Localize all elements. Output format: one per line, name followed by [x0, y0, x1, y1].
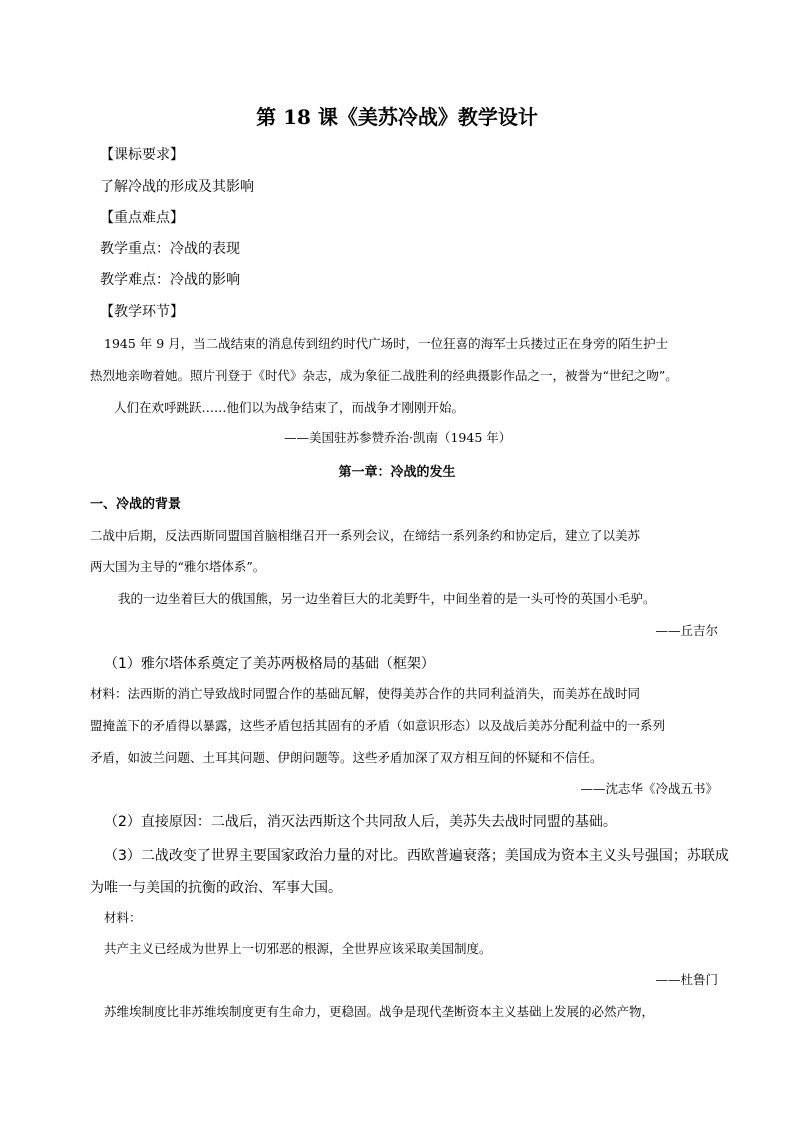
- soviet-quote: 苏维埃制度比非苏维埃制度更有生命力，更稳固。战争是现代垄断资本主义基础上发展的必然产物，: [104, 1004, 655, 1019]
- material-2-label: 材料：: [104, 910, 142, 925]
- document-title: 第 18 课《美苏冷战》教学设计: [256, 105, 538, 129]
- material-1-line: 材料：法西斯的消亡导致战时同盟合作的基础瓦解，使得美苏合作的共同利益消失，而美苏在战时同: [90, 686, 641, 701]
- churchill-quote-source: ——丘吉尔: [655, 623, 718, 638]
- point-3-line: （3）二战改变了世界主要国家政治力量的对比。西欧普遍衰落；美国成为资本主义头号强国；苏联成: [104, 848, 729, 864]
- chapter-heading: 第一章：冷战的发生: [338, 465, 456, 480]
- section-heading-cold-war-background: 一、冷战的背景: [90, 497, 182, 512]
- point-2: （2）直接原因：二战后，消灭法西斯这个共同敌人后，美苏失去战时同盟的基础。: [104, 814, 617, 830]
- intro-paragraph-line: 1945 年 9 月，当二战结束的消息传到纽约时代广场时，一位狂喜的海军士兵搂过正在身旁的陌生护士: [104, 336, 669, 351]
- material-1-line: 矛盾，如波兰问题、土耳其问题、伊朗问题等。这些矛盾加深了双方相互间的怀疑和不信任。: [90, 750, 603, 765]
- curriculum-text: 了解冷战的形成及其影响: [100, 179, 254, 195]
- difficult-point: 教学难点：冷战的影响: [100, 272, 240, 288]
- intro-paragraph-line: 热烈地亲吻着她。照片刊登于《时代》杂志，成为象征二战胜利的经典摄影作品之一，被誉为“世纪之吻”。: [90, 368, 678, 383]
- key-point: 教学重点：冷战的表现: [100, 241, 240, 257]
- section-curriculum-requirements: 【课标要求】: [100, 147, 184, 163]
- section-key-difficult-points: 【重点难点】: [100, 210, 184, 226]
- point-1: （1）雅尔塔体系奠定了美苏两极格局的基础（框架）: [104, 656, 435, 672]
- churchill-quote: 我的一边坐着巨大的俄国熊，另一边坐着巨大的北美野牛，中间坐着的是一头可怜的英国小毛驴。: [118, 591, 656, 606]
- section-teaching-process: 【教学环节】: [100, 304, 184, 320]
- material-1-source: ——沈志华《冷战五书》: [580, 781, 718, 796]
- truman-quote-source: ——杜鲁门: [655, 972, 718, 987]
- material-1-line: 盟掩盖下的矛盾得以暴露，这些矛盾包括其固有的矛盾（如意识形态）以及战后美苏分配利益中的一系列: [90, 718, 666, 733]
- intro-quote-source: ——美国驻苏参赞乔治·凯南（1945 年）: [284, 430, 512, 445]
- background-paragraph-line: 两大国为主导的“雅尔塔体系”。: [90, 559, 266, 574]
- background-paragraph-line: 二战中后期，反法西斯同盟国首脑相继召开一系列会议，在缔结一系列条约和协定后，建立了以美苏: [90, 528, 641, 543]
- truman-quote: 共产主义已经成为世界上一切邪恶的根源，全世界应该采取美国制度。: [104, 941, 492, 956]
- point-3-line: 为唯一与美国的抗衡的政治、军事大国。: [90, 880, 342, 896]
- intro-quote: 人们在欢呼跳跃……他们以为战争结束了，而战争才刚刚开始。: [114, 400, 465, 415]
